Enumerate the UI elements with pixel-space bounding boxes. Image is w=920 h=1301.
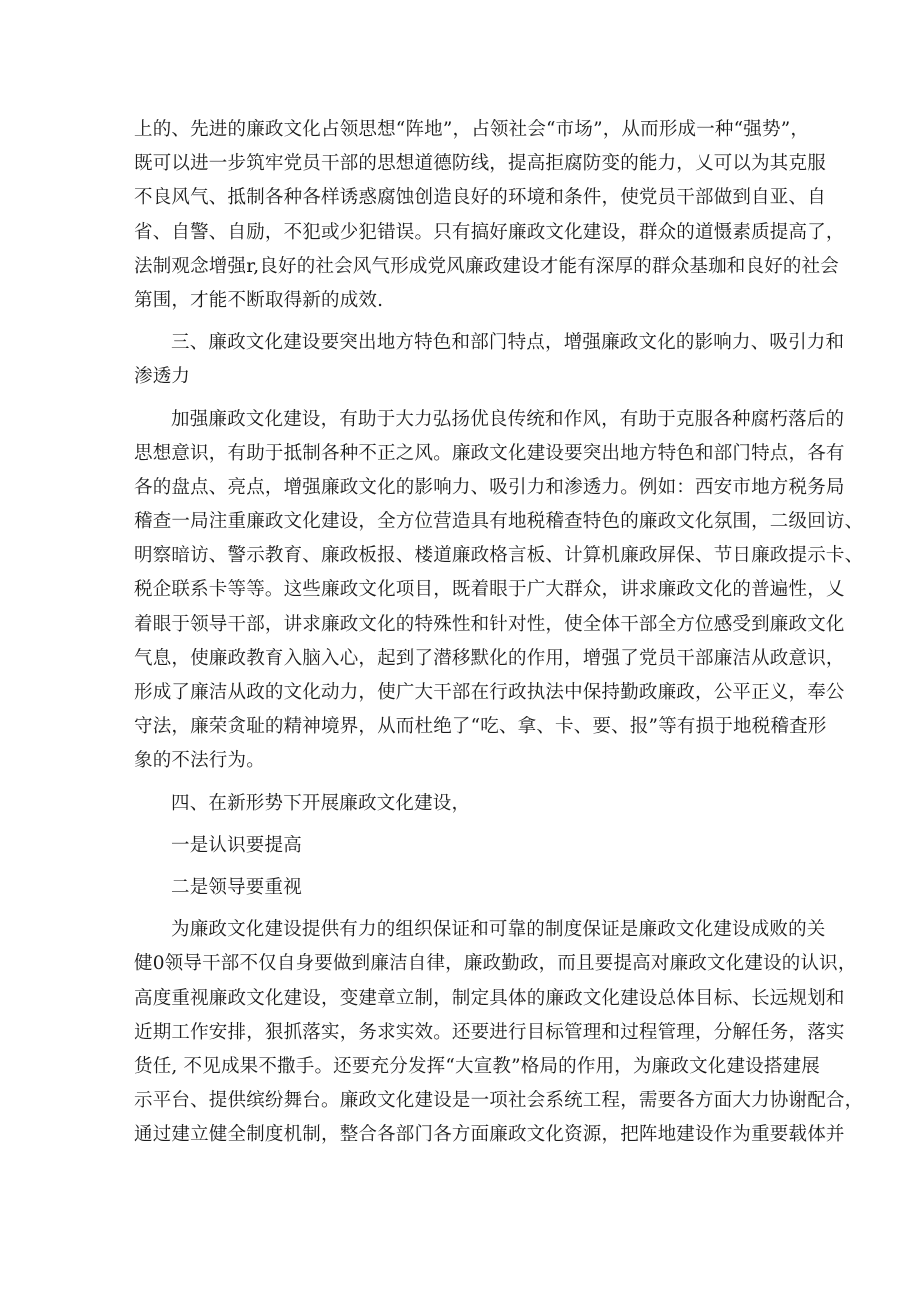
text-line: 健0领导干部不仅自身要做到廉洁自律，廉政勤政，而且要提高对廉政文化建设的认识，: [134, 953, 857, 975]
text-line: 象的不法行为。: [134, 750, 265, 772]
section-heading-3: [134, 326, 845, 394]
text-line: 各的盘点、亮点，增强廉政文化的影响力、吸引力和渗透力。例如：西安市地方税务局: [134, 476, 845, 498]
document-page: [134, 113, 864, 1152]
text-line: 近期工作安排，狠抓落实，务求实效。还要进行目标管理和过程管理，分解任务，落实: [134, 1021, 845, 1043]
subheading-line: 二是领导要重视: [171, 876, 302, 898]
text-line: 思想意识，有助于抵制各种不正之风。廉政文化建设要突出地方特色和部门特点，各有: [134, 442, 845, 464]
text-line: 着眼于领导干部，讲求廉政文化的特殊性和针对性，使全体干部全方位感受到廉政文化: [134, 613, 845, 635]
text-line: 稽查一局注重廉政文化建设，全方位营造具有地税稽查特色的廉政文化氛围，二级回访、: [134, 511, 864, 533]
text-line: 法制观念增强r,良好的社会风气形成党风廉政建设才能有深厚的群众基珈和良好的社会: [134, 255, 839, 277]
subheading-awareness: [134, 829, 786, 863]
text-line: 高度重视廉政文化建设，变建章立制，制定具体的廉政文化建设总体目标、长远规划和: [134, 987, 845, 1009]
text-line: 为廉政文化建设提供有力的组织保证和可靠的制度保证是廉政文化建设成败的关: [171, 919, 826, 941]
text-line: 明察暗访、警示教育、廉政板报、楼道廉政格言板、计算机廉政屏保、节日廉政提示卡、: [134, 545, 864, 567]
text-line: 示平台、提供缤纷舞台。廉政文化建设是一项社会系统工程，需要各方面大力协谢配合，: [134, 1090, 864, 1112]
text-line: 不良风气、抵制各种各样诱惑腐蚀创造良好的环境和条件，使党员干部做到自亚、自: [134, 187, 826, 209]
heading-line: 渗透力: [134, 366, 191, 388]
text-line: 守法，廉荣贪耻的精神境界，从而杜绝了“吃、拿、卡、要、报”等有损于地税稽査形: [134, 716, 827, 738]
text-line: 既可以进一步筑牢党员干部的思想道德防线，提高拒腐防变的能力，乂可以为其克服: [134, 153, 826, 175]
subheading-line: 一是认识要提高: [171, 834, 302, 856]
text-line: 形成了廉洁从政的文化动力，使广大干部在行政执法中保持勤政廉政，公平正义，奉公: [134, 682, 845, 703]
text-line: 省、自警、自励，不犯或少犯错误。只有搞好廉政文化建设，群众的道慑素质提高了，: [134, 221, 845, 243]
text-line: 税企联系卡等等。这些廉政文化项目，既着眼于广大群众，讲求廉政文化的普遍性，乂: [134, 579, 845, 601]
heading-line: 四、在新形势下开展廉政文化建设，: [171, 792, 471, 814]
text-line: 第围，才能不断取得新的成效.: [134, 289, 384, 311]
paragraph-section-3: [134, 403, 864, 779]
text-line: 货任, 不见成果不撒手。还要充分发挥“大宣教”格局的作用，为廉政文化建设搭建展: [134, 1055, 820, 1077]
text-line: 加强廉政文化建设，有助于大力弘扬优良传统和作风，有助于克服各种腐朽落后的: [171, 408, 845, 430]
section-heading-4: [134, 787, 786, 821]
paragraph-section-4: [134, 913, 864, 1152]
text-line: 通过建立健全制度机制，整合各部门各方面廉政文化资源，把阵地建设作为重要载体并: [134, 1124, 845, 1146]
text-line: 上的、先进的廉政文化占领思想“阵地”，占领社会“市场”，从而形成一种“强势”，: [134, 119, 810, 140]
text-line: 气息，使廉政教育入脑入心，起到了潜移默化的作用，增强了党员干部廉洁从政意识，: [134, 647, 845, 669]
heading-line: 三、廉政文化建设要突出地方特色和部门特点，增强廉政文化的影响力、吸引力和: [171, 332, 845, 354]
subheading-leadership: [134, 871, 786, 905]
paragraph-continuation: [134, 113, 845, 318]
